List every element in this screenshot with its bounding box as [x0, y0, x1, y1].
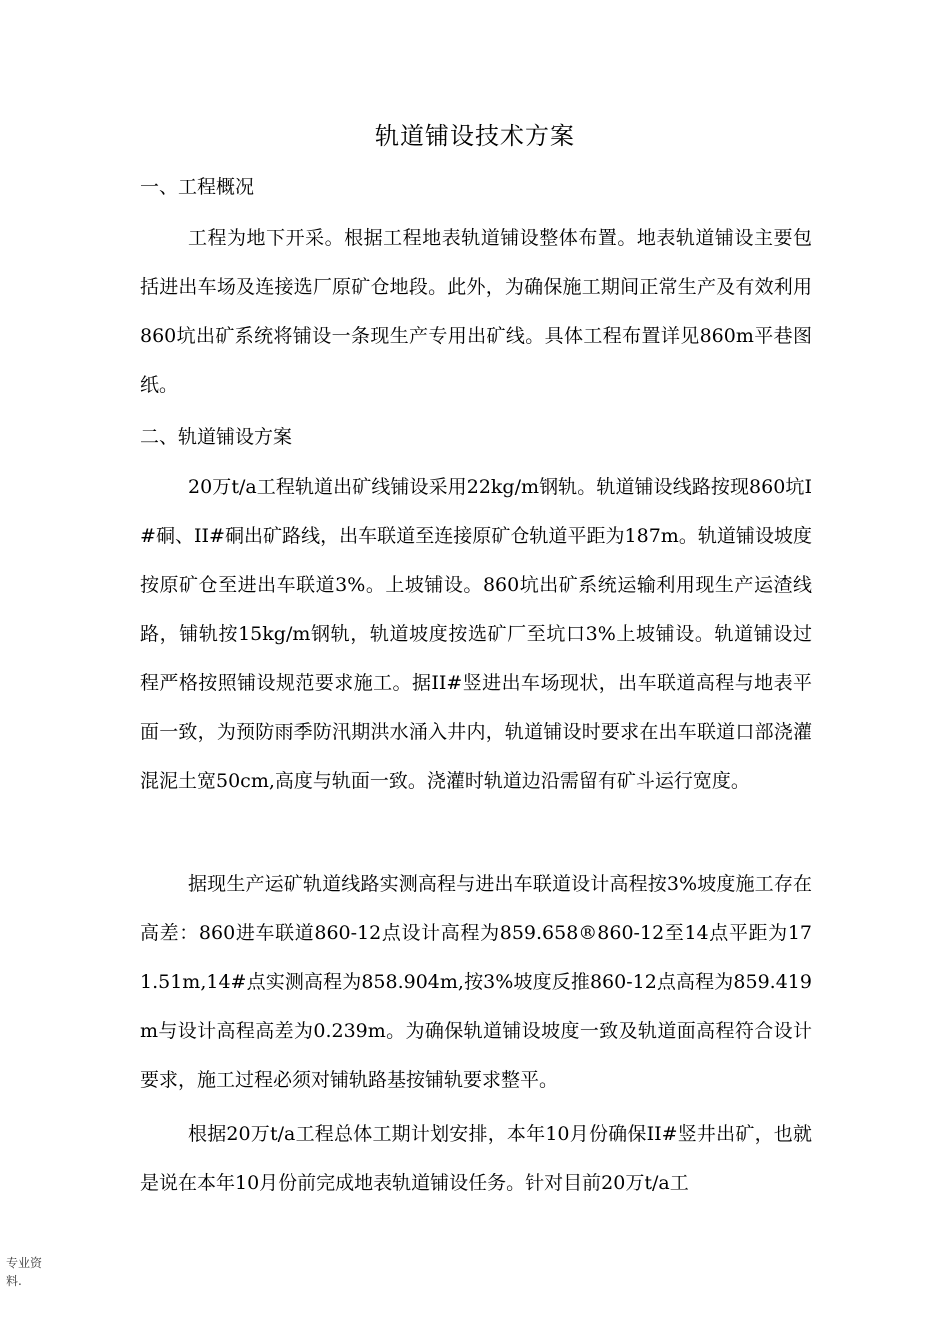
track-plan-paragraph-3: 根据20万t/a工程总体工期计划安排，本年10月份确保II#竖井出矿，也就是说在本年10月份前完成地表轨道铺设任务。针对目前20万t/a工 [140, 1123, 812, 1194]
overview-paragraph: 工程为地下开采。根据工程地表轨道铺设整体布置。地表轨道铺设主要包括进出车场及连接选厂原矿仓地段。此外，为确保施工期间正常生产及有效利用860坑出矿系统将铺设一条现生产专用出矿线。具体工程布置详见860m平巷图纸。 [140, 227, 812, 396]
footer-line-1: 专业资 [6, 1256, 43, 1270]
document-title: 轨道铺设技术方案 [375, 122, 575, 150]
section-heading-track-plan: 二、轨道铺设方案 [140, 426, 293, 448]
section-heading-overview: 一、工程概况 [140, 176, 255, 198]
track-plan-paragraph-1: 20万t/a工程轨道出矿线铺设采用22kg/m钢轨。轨道铺设线路按现860坑Ⅰ#硐、II#硐出矿路线，出车联道至连接原矿仓轨道平距为187m。轨道铺设坡度按原矿仓至进出车联道3%。上坡铺设。860坑出矿系统运输利用现生产运渣线路，铺轨按15kg/m钢轨，轨道坡度按选矿厂至坑口3%上坡铺设。轨道铺设过程严格按照铺设规范要求施工。据II#竖进出车场现状，出车联道高程与地表平面一致，为预防雨季防汛期洪水涌入井内，轨道铺设时要求在出车联道口部浇灌混泥土宽50cm,高度与轨面一致。浇灌时轨道边沿需留有矿斗运行宽度。 [140, 476, 812, 792]
footer-note [6, 1254, 54, 1290]
track-plan-paragraph-2: 据现生产运矿轨道线路实测高程与进出车联道设计高程按3%坡度施工存在高差：860进车联道860-12点设计高程为859.658®860-12至14点平距为171.51m,14#点实测高程为858.904m,按3%坡度反推860-12点高程为859.419m与设计高程高差为0.239m。为确保轨道铺设坡度一致及轨道面高程符合设计要求，施工过程必须对铺轨路基按铺轨要求整平。 [140, 873, 812, 1091]
footer-line-2: 料. [6, 1274, 22, 1288]
